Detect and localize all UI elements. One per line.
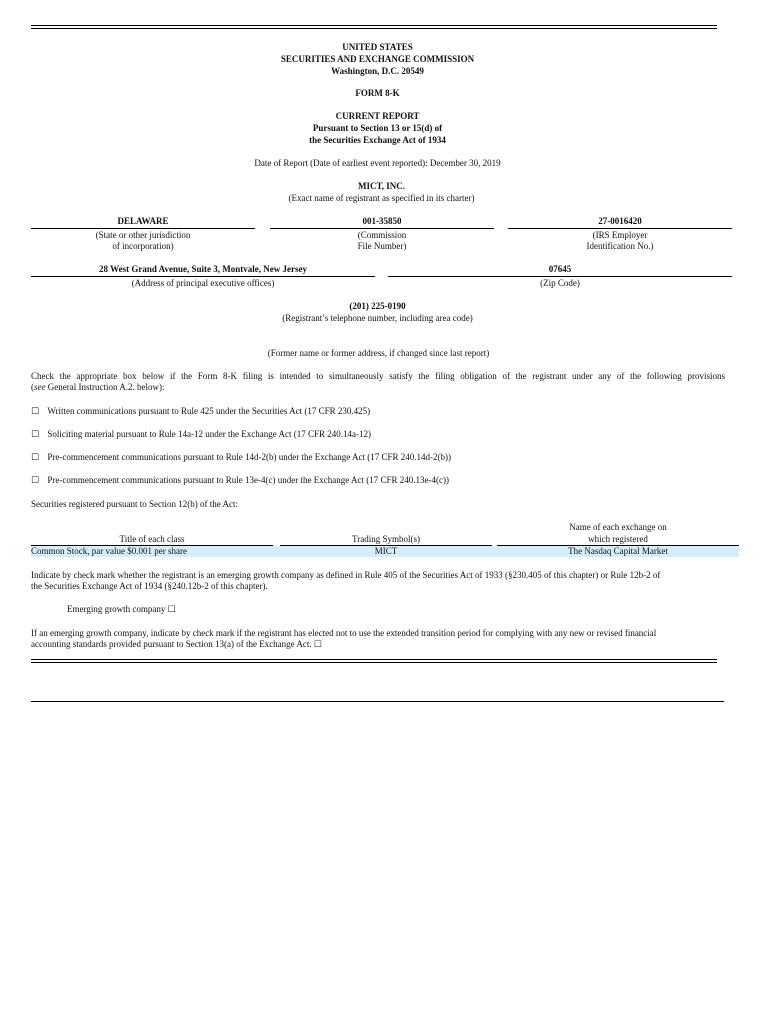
option-label-2: Soliciting material pursuant to Rule 14a-12 under the Exchange Act (17 CFR 240.14a-12) (47, 429, 372, 439)
page-end-rule (31, 701, 724, 702)
checkbox-precommencement-13e[interactable]: ☐ (31, 476, 40, 486)
col3-header-line2: which registered (588, 534, 648, 544)
address-underline (31, 276, 375, 277)
report-title: CURRENT REPORT (335, 111, 420, 121)
address-value: 28 West Grand Avenue, Suite 3, Montvale, New Jersey (99, 264, 307, 274)
see-emphasis: see (34, 382, 46, 392)
instructions-line2-rest: General Instruction A.2. below): (45, 382, 165, 392)
pursuant-line1: Pursuant to Section 13 or 15(d) of (312, 123, 443, 133)
irs-number-value: 27-0016420 (598, 216, 642, 226)
file-caption-line2: File Number) (357, 241, 407, 251)
checkbox-soliciting-material[interactable]: ☐ (31, 430, 40, 440)
header-line1: UNITED STATES (342, 42, 413, 52)
state-caption-line2: of incorporation) (112, 241, 174, 251)
bottom-double-rule (31, 659, 717, 663)
option-row-3 (31, 452, 451, 463)
col2-header: Trading Symbol(s) (352, 534, 420, 544)
phone-value: (201) 225-0190 (349, 301, 406, 311)
option-label-3: Pre-commencement communications pursuant to Rule 14d-2(b) under the Exchange Act (17 CFR 240.14d-2(b)) (47, 452, 451, 462)
state-value: DELAWARE (117, 216, 169, 226)
header-line2: SECURITIES AND EXCHANGE COMMISSION (280, 54, 475, 64)
egc-paragraph-1 (31, 570, 731, 592)
zip-value: 07645 (548, 264, 572, 274)
securities-intro: Securities registered pursuant to Section 12(b) of the Act: (31, 499, 238, 509)
instructions-line1: Check the appropriate box below if the Form 8-K filing is intended to simultaneously satisfy the filing obligation of the registrant under any of the following provisions (31, 371, 725, 381)
checkbox-written-communications[interactable]: ☐ (31, 407, 40, 417)
option-label-1: Written communications pursuant to Rule 425 under the Securities Act (17 CFR 230.425) (47, 406, 371, 416)
date-of-report: Date of Report (Date of earliest event reported): December 30, 2019 (254, 158, 501, 168)
col3-header-line1: Name of each exchange on (569, 522, 667, 532)
state-caption-line1: (State or other jurisdiction (95, 230, 191, 240)
row-symbol-cell: MICT (374, 546, 398, 556)
checkbox-precommencement-14d[interactable]: ☐ (31, 453, 40, 463)
top-double-rule (31, 25, 717, 29)
pursuant-line2: the Securities Exchange Act of 1934 (309, 135, 446, 145)
registrant-name-caption: (Exact name of registrant as specified in its charter) (288, 193, 475, 203)
form-type: FORM 8-K (355, 88, 400, 98)
option-row-4 (31, 475, 449, 486)
file-number-value: 001-35850 (362, 216, 402, 226)
egc-para2-line2: accounting standards provided pursuant to Section 13(a) of the Exchange Act. ☐ (31, 639, 322, 649)
col1-header: Title of each class (119, 534, 185, 544)
egc-paragraph-2 (31, 628, 731, 650)
phone-caption: (Registrant’s telephone number, including area code) (282, 313, 473, 323)
zip-caption: (Zip Code) (540, 278, 580, 288)
egc-para1-line1: Indicate by check mark whether the registrant is an emerging growth company as defined in Rule 405 of the Securities Act of 1933 (§230.405 of this chapter) or Rule 12b-2 of (31, 570, 661, 580)
egc-para1-line2: the Securities Exchange Act of 1934 (§240.12b-2 of this chapter). (31, 581, 268, 591)
file-caption-line1: (Commission (357, 230, 407, 240)
option-label-4: Pre-commencement communications pursuant to Rule 13e-4(c) under the Exchange Act (17 CFR 240.13e-4(c)) (47, 475, 449, 485)
egc-para2-line1: If an emerging growth company, indicate by check mark if the registrant has elected not to use the extended transition period for complying with any new or revised financial (31, 628, 657, 638)
irs-number-underline (508, 228, 732, 229)
option-row-2 (31, 429, 371, 440)
row-exchange-cell: The Nasdaq Capital Market (568, 546, 668, 556)
file-number-underline (270, 228, 494, 229)
zip-underline (388, 276, 732, 277)
irs-caption-line1: (IRS Employer (592, 230, 648, 240)
egc-label: Emerging growth company ☐ (67, 604, 176, 614)
irs-caption-line2: Identification No.) (586, 241, 654, 251)
header-line3: Washington, D.C. 20549 (331, 66, 424, 76)
instructions-paragraph (31, 371, 725, 393)
state-underline (31, 228, 255, 229)
option-row-1 (31, 406, 370, 417)
row-title-cell: Common Stock, par value $0.001 per share (31, 546, 187, 556)
instructions-line2: (see General Instruction A.2. below): (31, 382, 165, 392)
registrant-name: MICT, INC. (357, 181, 406, 191)
address-caption: (Address of principal executive offices) (131, 278, 275, 288)
former-name-caption: (Former name or former address, if changed since last report) (267, 348, 490, 358)
